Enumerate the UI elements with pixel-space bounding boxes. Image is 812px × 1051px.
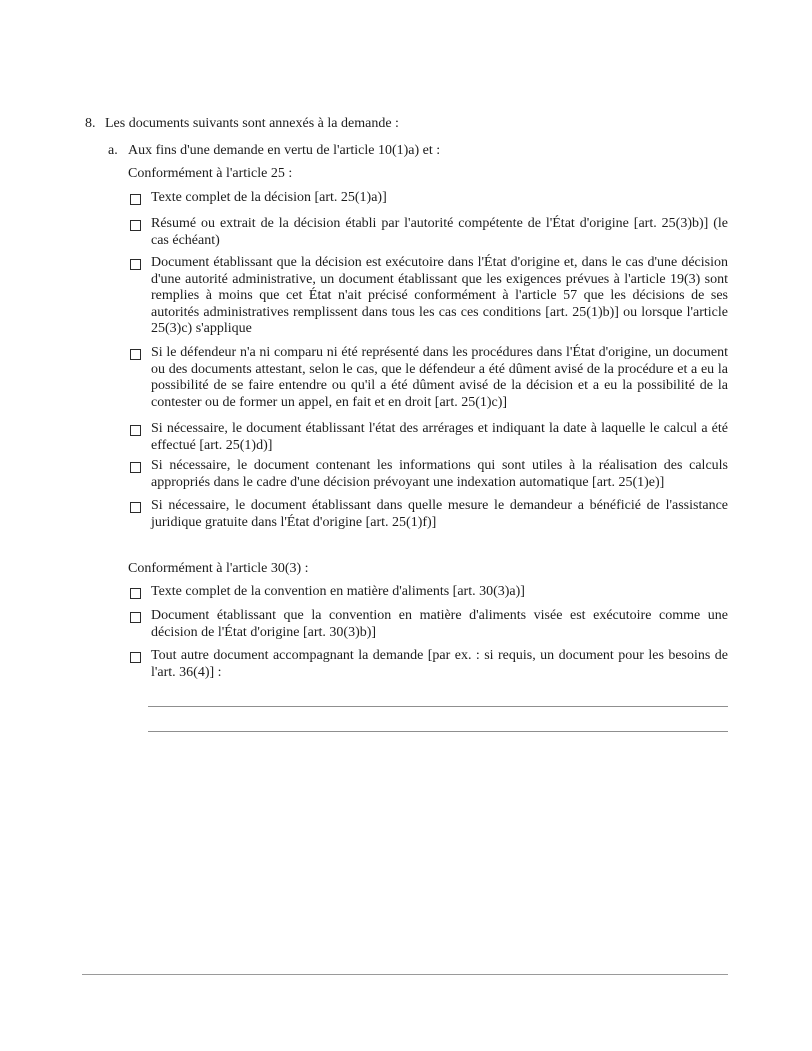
checkbox[interactable] (130, 588, 141, 599)
sub-item-a (108, 143, 728, 160)
checkbox-item (130, 255, 728, 338)
answer-line[interactable] (148, 731, 728, 732)
checkbox-item (130, 458, 728, 491)
checkbox-item (130, 421, 728, 454)
item-8-text: Les documents suivants sont annexés à la demande : (105, 116, 399, 131)
checkbox[interactable] (130, 425, 141, 436)
section-heading-article-25: Conformément à l'article 25 : (128, 166, 293, 181)
checkbox-item-label: Texte complet de la convention en matière d'aliments [art. 30(3)a)] (151, 584, 525, 599)
checkbox-item-label: Tout autre document accompagnant la demande [par ex. : si requis, un document pour les besoins de l'art. 36(4)] : (151, 648, 728, 680)
checkbox-item-label: Si le défendeur n'a ni comparu ni été représenté dans les procédures dans l'État d'origine, un document ou des documents attestant, selon le cas, que le défendeur a été dûment avisé de la procédure et a eu la possibilité de se faire entendre ou qu'il a été dûment avisé de la décision et a eu la possibilité de la contester ou de former un appel, en fait et en droit [art. 25(1)c)] (151, 345, 728, 410)
checkbox[interactable] (130, 259, 141, 270)
checkbox-item-label: Document établissant que la convention en matière d'aliments visée est exécutoire comme une décision de l'État d'origine [art. 30(3)b)] (151, 608, 728, 640)
checkbox-item (130, 345, 728, 411)
checkbox[interactable] (130, 502, 141, 513)
checkbox-item-label: Texte complet de la décision [art. 25(1)a)] (151, 190, 387, 205)
checkbox[interactable] (130, 652, 141, 663)
checkbox[interactable] (130, 349, 141, 360)
checkbox-item (130, 648, 728, 681)
checkbox-item (130, 498, 728, 531)
checkbox[interactable] (130, 612, 141, 623)
sub-item-a-letter: a. (108, 143, 118, 158)
item-8 (85, 116, 728, 133)
section-heading-article-30-3: Conformément à l'article 30(3) : (128, 561, 309, 576)
checkbox[interactable] (130, 462, 141, 473)
checkbox-item-label: Si nécessaire, le document contenant les informations qui sont utiles à la réalisation des calculs appropriés dans le cadre d'une décision prévoyant une indexation automatique [art. 25(1)e)] (151, 458, 728, 490)
checkbox-item-label: Document établissant que la décision est exécutoire dans l'État d'origine et, dans le cas d'une décision d'une autorité administrative, un document établissant que les exigences prévues à l'article 19(3) sont remplies à moins que cet État n'ait précisé conformément à l'article 57 que les décisions de ses autorités administratives remplissent dans tous les cas ces conditions [art. 25(1)b)] ou lorsque l'article 25(3)c) s'applique (151, 255, 728, 336)
checkbox-item (130, 608, 728, 641)
checkbox-item (130, 584, 728, 601)
checkbox-item (130, 190, 728, 207)
checkbox[interactable] (130, 220, 141, 231)
answer-line[interactable] (148, 706, 728, 707)
sub-item-a-text: Aux fins d'une demande en vertu de l'article 10(1)a) et : (128, 143, 441, 158)
item-8-number: 8. (85, 116, 96, 131)
footnote-divider (82, 974, 728, 975)
checkbox-item-label: Si nécessaire, le document établissant l'état des arrérages et indiquant la date à laquelle le calcul a été effectué [art. 25(1)d)] (151, 421, 728, 453)
checkbox-item (130, 216, 728, 249)
checkbox-item-label: Résumé ou extrait de la décision établi par l'autorité compétente de l'État d'origine [art. 25(3)b)] (le cas échéant) (151, 216, 728, 248)
checkbox[interactable] (130, 194, 141, 205)
checkbox-item-label: Si nécessaire, le document établissant dans quelle mesure le demandeur a bénéficié de l'assistance juridique gratuite dans l'État d'origine [art. 25(1)f)] (151, 498, 728, 530)
